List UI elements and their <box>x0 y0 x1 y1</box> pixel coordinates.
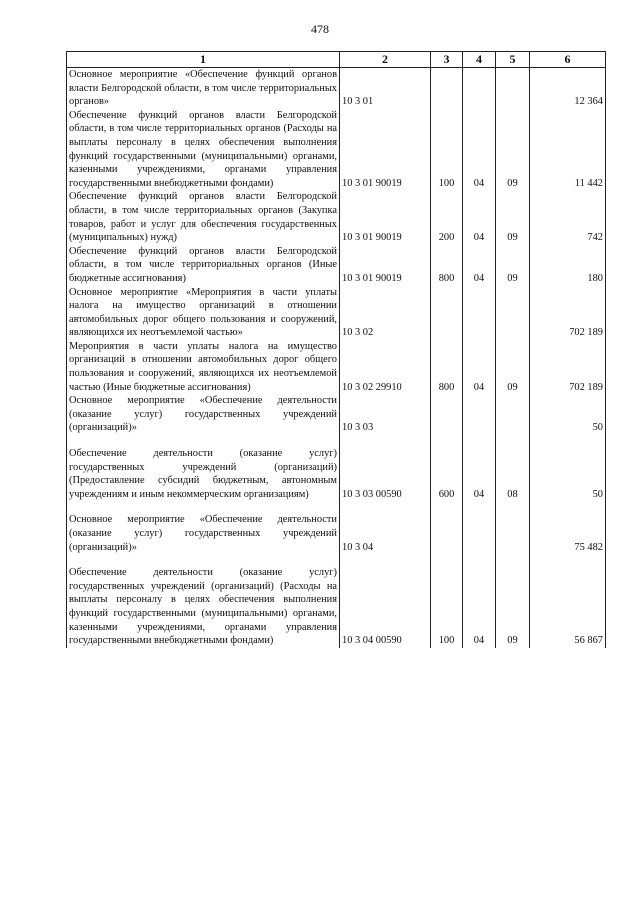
table-row <box>67 394 606 435</box>
table-row <box>67 513 606 554</box>
row-spacer <box>67 501 606 513</box>
expense-type: 100 <box>431 566 463 648</box>
target-code: 10 3 01 90019 <box>340 245 431 286</box>
amount: 11 442 <box>530 109 606 191</box>
expense-type <box>431 68 463 109</box>
expense-type <box>431 513 463 554</box>
expense-type <box>431 394 463 435</box>
expense-type: 800 <box>431 245 463 286</box>
row-description: Обеспечение функций органов власти Белгородской области, в том числе территориальных органов (Расходы на выплаты персоналу в целях обеспечения выполнения функций государственными (муниципальными) органами, казенными учреждениями, органами управления государственными внебюджетными фондами) <box>67 109 340 191</box>
table-row <box>67 68 606 109</box>
row-description: Основное мероприятие «Мероприятия в части уплаты налога на имущество организаций в отношении автомобильных дорог общего пользования и сооружений, являющихся их неотъемлемой частью» <box>67 286 340 340</box>
subsection-code <box>496 394 530 435</box>
page-number: 478 <box>311 22 329 36</box>
expense-type <box>431 286 463 340</box>
table-row <box>67 286 606 340</box>
subsection-code: 09 <box>496 340 530 394</box>
section-code <box>463 286 496 340</box>
subsection-code <box>496 513 530 554</box>
table-row <box>67 245 606 286</box>
header-row <box>67 52 606 68</box>
row-description: Основное мероприятие «Обеспечение функций органов власти Белгородской области, в том числе территориальных органов» <box>67 68 340 109</box>
subsection-code: 09 <box>496 566 530 648</box>
subsection-code <box>496 286 530 340</box>
subsection-code: 08 <box>496 447 530 501</box>
row-spacer <box>67 435 606 447</box>
expense-type: 100 <box>431 109 463 191</box>
row-description: Обеспечение функций органов власти Белгородской области, в том числе территориальных органов (Иные бюджетные ассигнования) <box>67 245 340 286</box>
table-row <box>67 340 606 394</box>
section-code: 04 <box>463 340 496 394</box>
section-code: 04 <box>463 566 496 648</box>
section-code: 04 <box>463 109 496 191</box>
target-code: 10 3 01 90019 <box>340 190 431 244</box>
target-code: 10 3 02 <box>340 286 431 340</box>
amount: 56 867 <box>530 566 606 648</box>
column-header: 6 <box>530 52 606 68</box>
section-code <box>463 394 496 435</box>
expense-type: 600 <box>431 447 463 501</box>
section-code <box>463 68 496 109</box>
amount: 180 <box>530 245 606 286</box>
table-row <box>67 447 606 501</box>
target-code: 10 3 04 00590 <box>340 566 431 648</box>
table-row <box>67 566 606 648</box>
section-code <box>463 513 496 554</box>
column-header: 1 <box>67 52 340 68</box>
subsection-code <box>496 68 530 109</box>
target-code: 10 3 03 <box>340 394 431 435</box>
target-code: 10 3 01 <box>340 68 431 109</box>
row-description: Обеспечение функций органов власти Белгородской области, в том числе территориальных органов (Закупка товаров, работ и услуг для обеспечения государственных (муниципальных) нужд) <box>67 190 340 244</box>
row-spacer <box>67 554 606 566</box>
subsection-code: 09 <box>496 109 530 191</box>
target-code: 10 3 02 29910 <box>340 340 431 394</box>
budget-table <box>66 51 606 648</box>
column-header: 5 <box>496 52 530 68</box>
expense-type: 800 <box>431 340 463 394</box>
row-description: Мероприятия в части уплаты налога на имущество организаций в отношении автомобильных дорог общего пользования и сооружений, являющихся их неотъемлемой частью (Иные бюджетные ассигнования) <box>67 340 340 394</box>
column-header: 2 <box>340 52 431 68</box>
subsection-code: 09 <box>496 190 530 244</box>
amount: 50 <box>530 447 606 501</box>
row-description: Основное мероприятие «Обеспечение деятельности (оказание услуг) государственных учреждений (организаций)» <box>67 394 340 435</box>
target-code: 10 3 01 90019 <box>340 109 431 191</box>
row-description: Основное мероприятие «Обеспечение деятельности (оказание услуг) государственных учреждений (организаций)» <box>67 513 340 554</box>
amount: 702 189 <box>530 286 606 340</box>
subsection-code: 09 <box>496 245 530 286</box>
target-code: 10 3 04 <box>340 513 431 554</box>
amount: 702 189 <box>530 340 606 394</box>
target-code: 10 3 03 00590 <box>340 447 431 501</box>
amount: 50 <box>530 394 606 435</box>
row-description: Обеспечение деятельности (оказание услуг) государственных учреждений (организаций) (Предоставление субсидий бюджетным, автономным учреждениям и иным некоммерческим организациям) <box>67 447 340 501</box>
expense-type: 200 <box>431 190 463 244</box>
amount: 12 364 <box>530 68 606 109</box>
column-header: 4 <box>463 52 496 68</box>
table-row <box>67 190 606 244</box>
section-code: 04 <box>463 245 496 286</box>
table-row <box>67 109 606 191</box>
column-header: 3 <box>431 52 463 68</box>
amount: 742 <box>530 190 606 244</box>
row-description: Обеспечение деятельности (оказание услуг) государственных учреждений (организаций) (Расходы на выплаты персоналу в целях обеспечения выполнения функций государственными (муниципальными) органами, казенными учреждениями, органами управления государственными внебюджетными фондами) <box>67 566 340 648</box>
section-code: 04 <box>463 447 496 501</box>
section-code: 04 <box>463 190 496 244</box>
amount: 75 482 <box>530 513 606 554</box>
